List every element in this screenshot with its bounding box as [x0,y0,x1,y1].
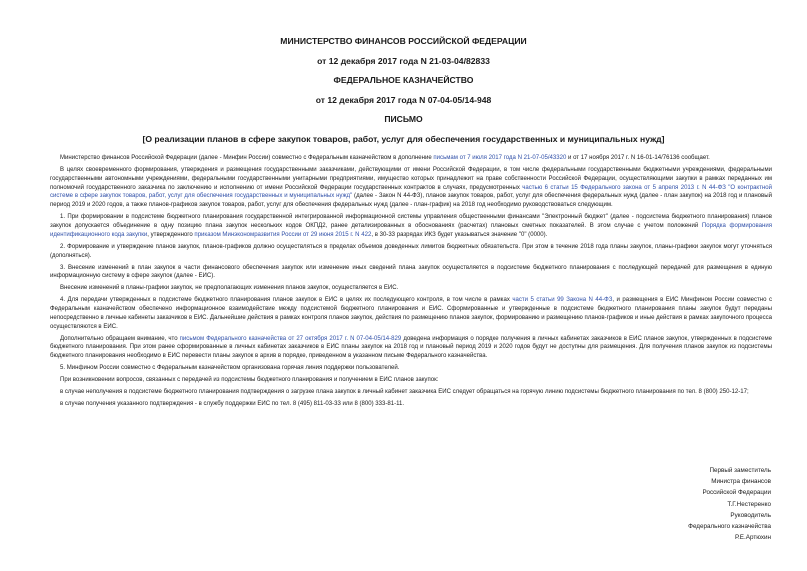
paragraph: 4. Для передачи утвержденных в подсистеме бюджетного планирования планов закупок в ЕИС в целях их последующего контроля, в том числе в рамках части 5 статьи 99 Закона N 44-ФЗ, и размещения в ЕИС Минфином России совместно с Федеральным казначейством обеспечено информационное взаимодействие между подсистемой бюджетного планирования и ЕИС. Сформированные и утвержденные в подсистеме бюджетного планирования планы закупок будут переданы непосредственно в личные кабинеты заказчиков в ЕИС. Дальнейшие действия в рамках контроля планов закупок, действия по размещению планов закупок, формированию и размещению планов-графиков и иные действия в рамках закупочного процесса осуществляются в ЕИС. [50,297,772,330]
treasury-title: ФЕДЕРАЛЬНОЕ КАЗНАЧЕЙСТВО [333,75,474,85]
paragraph: в случае получения указанного подтверждения - в службу поддержки ЕИС по тел. 8 (495) 811-03-33 или 8 (800) 333-81-11. [60,401,405,408]
paragraph: 5. Минфином России совместно с Федеральным казначейством организована горячая линия поддержки пользователей. [60,365,400,372]
paragraph: 2. Формирование и утверждение планов закупок, планов-графиков должно осуществляться в пределах объемов доведенных лимитов бюджетных обязательств. При этом в течение 2018 года планы закупок, планы-графики закупок могут уточняться (дополняться). [50,243,772,259]
link-treasury-letter[interactable]: письмом Федерального казначейства от 27 октября 2017 г. N 07-04-05/14-829 [179,335,402,342]
link-article-99[interactable]: части 5 статьи 99 Закона N 44-ФЗ [512,297,613,304]
treasury-date: от 12 декабря 2017 года N 07-04-05/14-948 [315,95,492,105]
link-mineconom-order[interactable]: приказом Минэкономразвития России от 29 июня 2015 г. N 422 [194,231,372,238]
paragraph: Дополнительно обращаем внимание, что письмом Федерального казначейства от 27 октября 2017 г. N 07-04-05/14-829 доведена информация о порядке получения в личных кабинетах заказчиков в ЕИС планов закупок, утвержденных в подсистеме бюджетного планирования. При этом ранее сформированные в личных кабинетах заказчиков в ЕИС планы закупок на 2018 год и плановый период 2019 и 2020 годов будут не доступны для размещения. Для получения планов закупок из подсистемы бюджетного планирования необходимо в ЕИС перевести планы закупок в архив в порядке, приведенном в указанном письме Федерального казначейства. [50,335,772,360]
signer-position: Руководитель [730,511,771,519]
signer-position: Федерального казначейства [688,523,771,531]
signer-position: Министра финансов [711,478,771,486]
document-subject: [О реализации планов в сфере закупок товаров, работ, услуг для обеспечения государственных и муниципальных нужд] [142,134,665,144]
document-type: ПИСЬМО [384,114,423,124]
signature-block [688,465,771,543]
paragraph: В целях своевременного формирования, утверждения и размещения государственными заказчиками, действующими от имени Российской Федерации, в том числе федеральными государственными бюджетными учреждениями, федеральными государственными автономными учреждениями, федеральными государственными унитарными предприятиями, имущество которых принадлежит на праве собственности Российской Федерации, осуществляющими закупки в рамках переданных им полномочий государственного заказчика по заключению и исполнению от имени Российской Федерации государственных контрактов в случаях, предусмотренных частью 6 статьи 15 Федерального закона от 5 апреля 2013 г. N 44-ФЗ "О контрактной системе в сфере закупок товаров, работ, услуг для обеспечения государственных и муниципальных нужд" (далее - Закон N 44-ФЗ), планов закупок товаров, работ, услуг для обеспечения федеральных нужд (далее - план закупок) на 2018 год и плановый период 2019 и 2020 годов, а также планов-графиков закупок товаров, работ, услуг для обеспечения федеральных нужд (далее - план-график) на 2018 год необходимо руководствоваться следующим. [50,166,773,209]
paragraph: 3. Внесение изменений в план закупок в части финансового обеспечения закупок или изменение иных сведений плана закупок осуществляется в подсистеме бюджетного планирования с последующей передачей для размещения в единую информационную систему в сфере закупок (далее - ЕИС). [50,264,772,280]
link-ikz-order[interactable]: Порядка формирования идентификационного кода закупки [50,222,772,238]
paragraph: 1. При формировании в подсистеме бюджетного планирования государственной интегрированной информационной системы управления общественными финансами "Электронный бюджет" (далее - подсистема бюджетного планирования) планов закупок допускается объединение в одну позицию плана закупок нескольких кодов ОКПД2, ранее детализированных в обоснованиях (расчетах) плановых сметных показателей. В этом случае с учетом положений Порядка формирования идентификационного кода закупки, утвержденного приказом Минэкономразвития России от 29 июня 2015 г. N 422, в 30-33 разрядах ИКЗ будет указываться значение "0" (0000). [50,214,772,238]
signer-name: Р.Е.Артюхин [735,534,771,542]
paragraph: При возникновении вопросов, связанных с передачей из подсистемы бюджетного планирования и получением в ЕИС планов закупок: [60,377,439,384]
ministry-date: от 12 декабря 2017 года N 21-03-04/82833 [317,56,490,66]
paragraph: в случае неполучения в подсистеме бюджетного планирования подтверждения о загрузке плана закупок в личный кабинет заказчика ЕИС следует обращаться на горячую линию подсистемы бюджетного планирования по тел. 8 (800) 250-12-17; [60,389,749,396]
letter-body [50,154,772,412]
link-letters[interactable]: письмам от 7 июля 2017 года N 21-07-05/43320 [433,155,567,161]
paragraph: Министерство финансов Российской Федерации (далее - Минфин России) совместно с Федеральным казначейством в дополнение письмам от 7 июля 2017 года N 21-07-05/43320 и от 17 ноября 2017 г. N 16-01-14/76136 сообщает. [60,155,710,161]
ministry-title: МИНИСТЕРСТВО ФИНАНСОВ РОССИЙСКОЙ ФЕДЕРАЦИИ [280,36,527,46]
signer-name: Т.Г.Нестеренко [727,500,771,508]
signer-position: Российской Федерации [702,489,771,497]
paragraph: Внесение изменений в планы-графики закупок, не предполагающих изменения планов закупок, осуществляется в ЕИС. [60,285,399,292]
link-law-44fz[interactable]: частью 6 статьи 15 Федерального закона от 5 апреля 2013 г. N 44-ФЗ "О контрактной системе в сфере закупок товаров, работ, услуг для обеспечения государственных и муниципальных нужд" [50,184,773,200]
signer-position: Первый заместитель [709,467,771,474]
